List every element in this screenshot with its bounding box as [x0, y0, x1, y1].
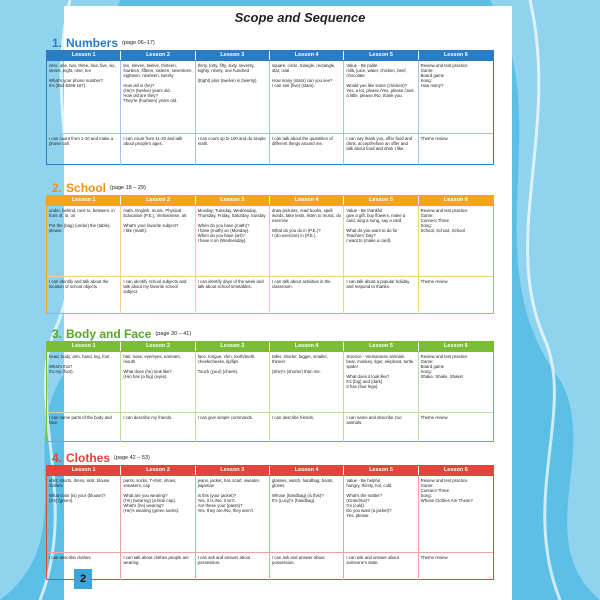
can-do-cell: Theme review — [419, 552, 493, 580]
content-cell: shirt, shorts, dress, skirt, blouse, clothes What color (is) your (blouse)? (It's) (green). — [47, 476, 121, 552]
content-cell: pants, socks, T-shirt, shoes, sneakers, cap What are you wearing? (I'm) (wearing) (a blue cap). What's (he) wearing? (He)'s wearing (green socks). — [121, 476, 195, 552]
can-do-cell: I can talk about clothes people are wearing. — [121, 552, 195, 580]
lesson-body — [46, 352, 494, 442]
can-do-cell: I can describe clothes. — [47, 552, 121, 580]
can-do-cell: I can count up to 100 and do simple math. — [196, 133, 270, 165]
content-cell: Review and test practice Game: Connect Three Song: Whose Clothes Are These? — [420, 477, 473, 503]
section-name: School — [66, 181, 107, 195]
lesson-header: Lesson 1 — [47, 342, 121, 351]
section-pages: (page 42 – 53) — [114, 455, 150, 461]
can-do-cell: Theme review — [419, 133, 493, 165]
section-body-and-face — [46, 327, 494, 442]
can-do-cell: I can ask and answer about someone's state. — [344, 552, 418, 580]
lesson-body — [46, 476, 494, 580]
section-numbers — [46, 36, 494, 165]
can-do-cell: I can count from 11-20 and talk about people's ages. — [121, 133, 195, 165]
section-number: 4. — [52, 451, 63, 465]
section-name: Body and Face — [66, 327, 152, 341]
lesson-header: Lesson 4 — [270, 196, 344, 205]
content-cell: Value - Be helpful hungry, thirsty, hot, cold What's the matter? (Grandma)? I'm (cold). Do you want (a jacket)? Yes, please. — [344, 476, 418, 552]
lesson-header: Lesson 2 — [121, 466, 195, 475]
can-do-cell: I can identify and talk about the location of school objects. — [47, 276, 121, 314]
lesson-header: Lesson 3 — [196, 51, 270, 60]
section-header — [46, 36, 494, 50]
can-do-cell: I can say thank you, offer food and drink, accept/refuse an offer and talk about food and drink I like. — [344, 133, 418, 165]
can-do-cell: I can talk about a popular holiday and respond to thanks. — [344, 276, 418, 314]
content-cell: draw pictures, read books, spell words, take tests, listen to music, do exercise What do you do in (P.E.)? I (do exercise) in (P.E.). — [270, 206, 344, 276]
content-cell: square, circle, triangle, rectangle, star, oval How many (stars) can you see? I can see (five) (stars). — [270, 61, 344, 133]
section-pages: (page 06–17) — [122, 40, 155, 46]
can-do-cell: Theme review — [419, 412, 493, 442]
section-clothes — [46, 451, 494, 580]
section-header — [46, 327, 494, 341]
lesson-header: Lesson 6 — [419, 342, 493, 351]
content-cell: Review and test practice Game: Connect Three Song: School, School, School — [420, 207, 468, 233]
section-pages: (page 30 – 41) — [155, 331, 192, 337]
can-do-cell: I can name and describe zoo animals. — [344, 412, 418, 442]
content-cell: Value - Be polite milk, juice, water, chicken, beef, chocolate Would you like some (chicken)? Yes, a lot, please./Yes, please./Just a little, please./No, thank you. — [344, 61, 418, 133]
can-do-cell: I can talk about activities in the classroom. — [270, 276, 344, 314]
lesson-header: Lesson 3 — [196, 196, 270, 205]
lesson-header: Lesson 6 — [419, 466, 493, 475]
content-cell: Review and test practice Game: Board game Song: Shake, Shake, Shake! — [420, 353, 468, 379]
content-cell: hair, nose, eye/eyes, ear/ears, mouth What does (he) look like? (He) has (a big) (eyes). — [121, 352, 195, 412]
lesson-header: Lesson 5 — [344, 466, 418, 475]
lesson-body — [46, 61, 494, 165]
lesson-header: Lesson 6 — [419, 196, 493, 205]
lesson-header: Lesson 1 — [47, 196, 121, 205]
lesson-header: Lesson 5 — [344, 51, 418, 60]
lesson-header: Lesson 2 — [121, 342, 195, 351]
lesson-header: Lesson 3 — [196, 342, 270, 351]
content-cell: face, tongue, chin, tooth/teeth, cheek/cheeks, lip/lips Touch (your) (cheek). — [196, 352, 270, 412]
section-number: 1. — [52, 36, 63, 50]
content-cell: glasses, watch, handbag, boots, gloves Whose (handbag) (is this)? It's (Lucy)'s (handbag). — [270, 476, 344, 552]
lesson-table — [46, 465, 494, 476]
section-number: 3. — [52, 327, 63, 341]
can-do-cell: I can name parts of the body and face. — [47, 412, 121, 442]
can-do-cell: I can describe friends. — [270, 412, 344, 442]
content-cell: taller, shorter, bigger, smaller, thinner (She)'s (shorter) than me. — [270, 352, 344, 412]
lesson-table — [46, 195, 494, 206]
can-do-cell: I can identify days of the week and talk about school timetables. — [196, 276, 270, 314]
lesson-header: Lesson 2 — [121, 196, 195, 205]
can-do-cell: I can ask and answer about possession. — [270, 552, 344, 580]
section-name: Clothes — [66, 451, 111, 465]
can-do-cell: I can ask and answer about possession. — [196, 552, 270, 580]
can-do-cell: I can talk about the quantities of different things around me. — [270, 133, 344, 165]
section-header — [46, 451, 494, 465]
content-cell: math, English, music, Physical Education (P.E.), Vietnamese, art What's your favorite subject? I like (math). — [121, 206, 195, 276]
section-header — [46, 181, 494, 195]
lesson-table — [46, 341, 494, 352]
can-do-cell: I can give simple commands. — [196, 412, 270, 442]
lesson-header: Lesson 5 — [344, 342, 418, 351]
lesson-header: Lesson 4 — [270, 51, 344, 60]
section-number: 2. — [52, 181, 63, 195]
page-title: Scope and Sequence — [234, 10, 366, 25]
content-cell: Value - Be thankful give a gift, buy flowers, make a card, sing a song, say a card What do you want to do for Teachers' Day? I want to (make a card). — [344, 206, 418, 276]
lesson-header: Lesson 4 — [270, 342, 344, 351]
lesson-header: Lesson 2 — [121, 51, 195, 60]
lesson-header: Lesson 1 — [47, 466, 121, 475]
content-cell: ten, eleven, twelve, thirteen, fourteen, fifteen, sixteen, seventeen, eighteen, nineteen, twenty How old is (he)? (He)'s (twelve) years old. How old are they? They're (fourteen) years old. — [121, 61, 195, 133]
lesson-table — [46, 50, 494, 61]
lesson-header: Lesson 1 — [47, 51, 121, 60]
page-number: 2 — [74, 569, 92, 589]
lesson-header: Lesson 5 — [344, 196, 418, 205]
lesson-body — [46, 206, 494, 314]
lesson-header: Lesson 6 — [419, 51, 493, 60]
section-school — [46, 181, 494, 314]
can-do-cell: I can count from 1-10 and make a phone call. — [47, 133, 121, 165]
content-cell: jeans, jacket, hat, scarf, sweater, pajamas Is this (your jacket)? Yes, it is./No, it isn't. Are these your (pants)? Yes, they are./No, they aren't. — [196, 476, 270, 552]
content-cell: head, body, arm, hand, leg, foot What's this? It's my (foot). — [47, 352, 121, 412]
content-cell: Monday, Tuesday, Wednesday, Thursday, Friday, Saturday, Sunday When do you have (math)? I have (math) on (Monday). When do you have (art)? I have it on (Wednesday). — [196, 206, 270, 276]
can-do-cell: Theme review — [419, 276, 493, 314]
section-name: Numbers — [66, 36, 119, 50]
content-cell: Review and test practice Game: Board game Song: How many? — [420, 62, 468, 88]
content-cell: thirty, forty, fifty, sixty, seventy, eighty, ninety, one hundred (Eight) plus (twelve) is (twenty). — [196, 61, 270, 133]
section-pages: (page 18 – 29) — [110, 185, 146, 191]
content-cell: Science - Vietnamese animals bear, monkey, tiger, elephant, turtle, spider What does it look like? It's (big) and (dark). It has (four legs). — [344, 352, 418, 412]
lesson-header: Lesson 3 — [196, 466, 270, 475]
content-cell: zero, one, two, three, four, five, six, seven, eight, nine, ten What's your phone number? It's (064-5266-187). — [47, 61, 121, 133]
can-do-cell: I can describe my friends. — [121, 412, 195, 442]
can-do-cell: I can identify school subjects and talk about my favorite school subject. — [121, 276, 195, 314]
lesson-header: Lesson 4 — [270, 466, 344, 475]
content-cell: under, behind, next to, between, in front of, in, on Put the (bag) (under) the (table), please. — [47, 206, 121, 276]
